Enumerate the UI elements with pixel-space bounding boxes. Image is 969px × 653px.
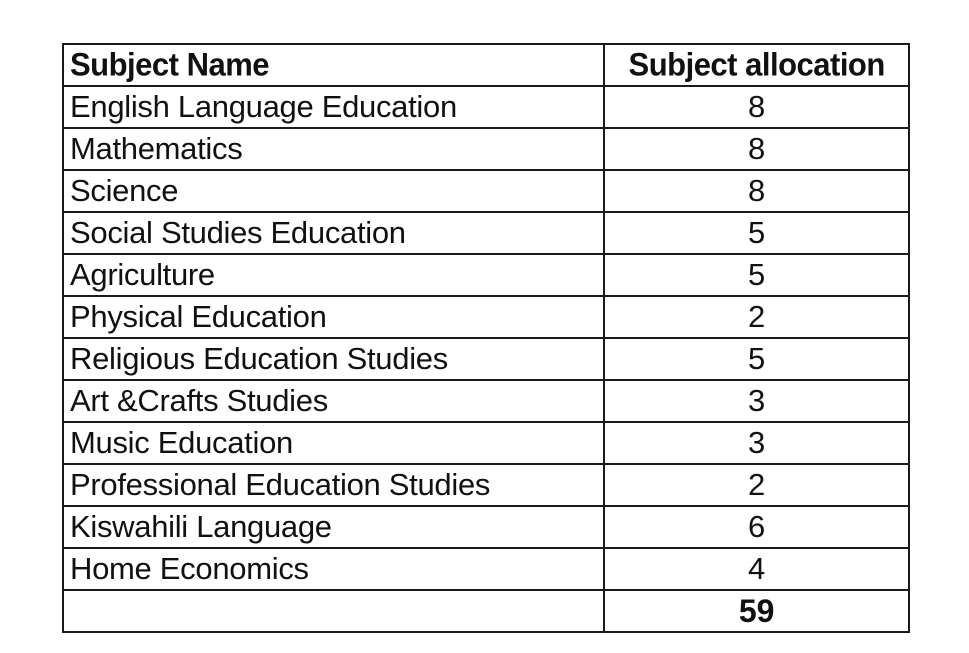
subject-name-cell: Mathematics [63,128,604,170]
subject-allocation-cell: 5 [604,254,909,296]
table-row [63,506,909,548]
table-row [63,548,909,590]
subject-name-header: Subject Name [63,43,604,87]
subject-name-cell: Religious Education Studies [63,338,604,380]
subject-allocation-cell: 8 [604,128,909,170]
table-header-row [63,44,909,86]
table-row [63,422,909,464]
subject-allocation-cell: 2 [604,296,909,338]
table-row [63,296,909,338]
subject-allocation-cell: 4 [604,548,909,590]
subject-allocation-cell: 8 [604,170,909,212]
subject-allocation-cell: 6 [604,506,909,548]
subject-name-cell: English Language Education [63,86,604,128]
table-row [63,338,909,380]
subject-allocation-table [62,43,910,633]
subject-allocation-cell: 8 [604,86,909,128]
subject-name-cell: Social Studies Education [63,212,604,254]
subject-allocation-cell: 3 [604,422,909,464]
subject-name-cell: Kiswahili Language [63,506,604,548]
subject-name-cell: Professional Education Studies [63,464,604,506]
subject-name-cell: Music Education [63,422,604,464]
subject-allocation-cell: 3 [604,380,909,422]
total-row [63,590,909,632]
table-row [63,254,909,296]
subject-allocation-cell: 2 [604,464,909,506]
subject-name-cell: Home Economics [63,548,604,590]
total-label-cell [63,590,604,632]
subject-allocation-cell: 5 [604,212,909,254]
subject-allocation-header: Subject allocation [604,43,909,87]
subject-allocation-cell: 5 [604,338,909,380]
total-allocation-cell: 59 [604,590,909,632]
subject-name-cell: Art &Crafts Studies [63,380,604,422]
table-row [63,464,909,506]
table-row [63,128,909,170]
table-row [63,380,909,422]
table-row [63,212,909,254]
subject-name-cell: Physical Education [63,296,604,338]
table-row [63,170,909,212]
subject-name-cell: Agriculture [63,254,604,296]
table-row [63,86,909,128]
subject-name-cell: Science [63,170,604,212]
